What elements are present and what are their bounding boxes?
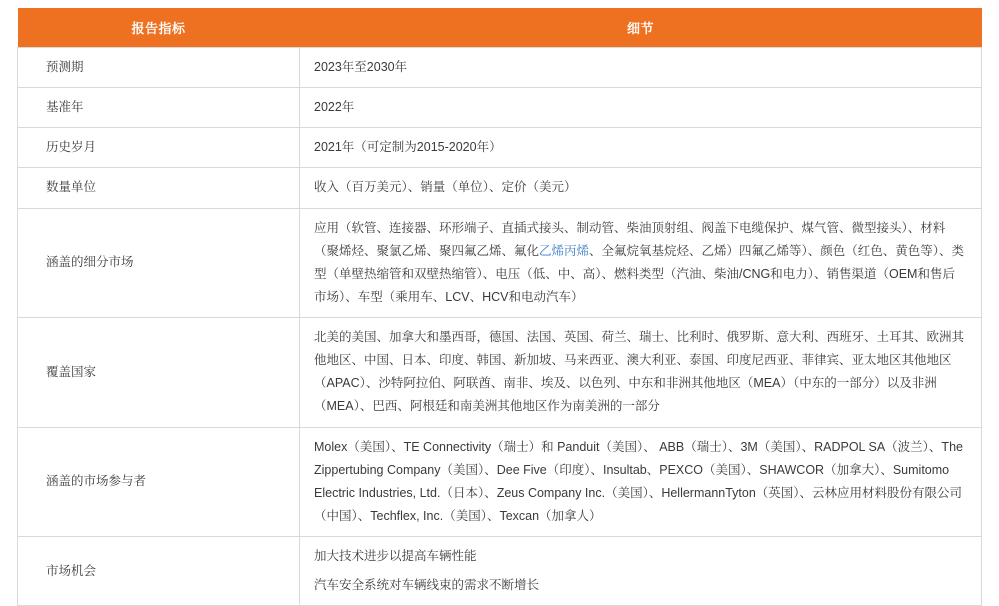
row-metric-label: 数量单位 bbox=[18, 168, 300, 208]
row-detail-value bbox=[300, 318, 982, 428]
row-detail-value bbox=[300, 208, 982, 318]
detail-text: 应用（软管、连接器、环形端子、直插式接头、制动管、柴油顶射组、阀盖下电缆保护、煤气管、微型接头）、材料（聚烯烃、聚氯乙烯、聚四氟乙烯、氟化 bbox=[314, 220, 946, 258]
detail-line: 汽车安全系统对车辆线束的需求不断增长 bbox=[314, 578, 540, 593]
detail-text: 2022年 bbox=[314, 100, 355, 115]
table-row bbox=[18, 48, 982, 88]
detail-text: 收入（百万美元）、销量（单位）、定价（美元） bbox=[314, 180, 577, 195]
detail-text: Molex（美国）、TE Connectivity（瑞士）和 Panduit（美国）、 ABB（瑞士）、3M（美国）、RADPOL SA（波兰）、The Zippertubing Company（美国）、Dee Five（印度）、Insultab、PEXCO（美国）、SHAWCOR（加拿大）、Sumitomo Electric Industries, Ltd.（日本）、Zeus Company Inc.（美国）、HellermannTyton（英国）、云林应用材料股份有限公司（中国）、Techflex, Inc.（美国）、Texcan（加拿人） bbox=[314, 439, 963, 523]
row-metric-label: 市场机会 bbox=[18, 537, 300, 606]
table-row bbox=[18, 537, 982, 606]
detail-text: 2021年（可定制为2015-2020年） bbox=[314, 140, 502, 155]
row-metric-label: 覆盖国家 bbox=[18, 318, 300, 428]
table-row bbox=[18, 318, 982, 428]
column-header-metric: 报告指标 bbox=[18, 8, 300, 48]
row-detail-value bbox=[300, 168, 982, 208]
table-row bbox=[18, 168, 982, 208]
row-metric-label: 基准年 bbox=[18, 88, 300, 128]
detail-text: 2023年至2030年 bbox=[314, 60, 408, 74]
table-header bbox=[18, 8, 982, 48]
table-row bbox=[18, 128, 982, 168]
row-detail-value bbox=[300, 537, 982, 606]
table-row bbox=[18, 208, 982, 318]
column-header-detail: 细节 bbox=[300, 8, 982, 48]
row-metric-label: 涵盖的市场参与者 bbox=[18, 427, 300, 537]
row-detail-value bbox=[300, 128, 982, 168]
row-metric-label: 预测期 bbox=[18, 48, 300, 88]
detail-highlight-text: 乙烯丙烯 bbox=[539, 243, 590, 258]
row-detail-value bbox=[300, 48, 982, 88]
detail-line: 加大技术进步以提高车辆性能 bbox=[314, 549, 477, 563]
row-detail-value bbox=[300, 88, 982, 128]
row-metric-label: 涵盖的细分市场 bbox=[18, 208, 300, 318]
table-row bbox=[18, 427, 982, 537]
report-summary-table bbox=[17, 8, 982, 606]
detail-text: 北美的美国、加拿大和墨西哥，德国、法国、英国、荷兰、瑞士、比利时、俄罗斯、意大利、西班牙、土耳其、欧洲其他地区、中国、日本、印度、韩国、新加坡、马来西亚、澳大利亚、泰国、印度尼西亚、菲律宾、亚太地区其他地区（APAC）、沙特阿拉伯、阿联酋、南非、埃及、以色列、中东和非洲其他地区（MEA）（中东的一部分）以及非洲（MEA）、巴西、阿根廷和南美洲其他地区作为南美洲的一部分 bbox=[314, 330, 965, 414]
table-body bbox=[18, 48, 982, 606]
table-row bbox=[18, 88, 982, 128]
table-header-row bbox=[18, 8, 982, 48]
row-metric-label: 历史岁月 bbox=[18, 128, 300, 168]
detail-text: 、全氟烷氧基烷烃、乙烯）四氟乙烯等）、颜色（红色、黄色等）、类型（单壁热缩管和双壁热缩管）、电压（低、中、高）、燃料类型（汽油、柴油/CNG和电力）、销售渠道（OEM和售后市场）、车型（乘用车、LCV、HCV和电动汽车） bbox=[314, 243, 965, 304]
row-detail-value bbox=[300, 427, 982, 537]
